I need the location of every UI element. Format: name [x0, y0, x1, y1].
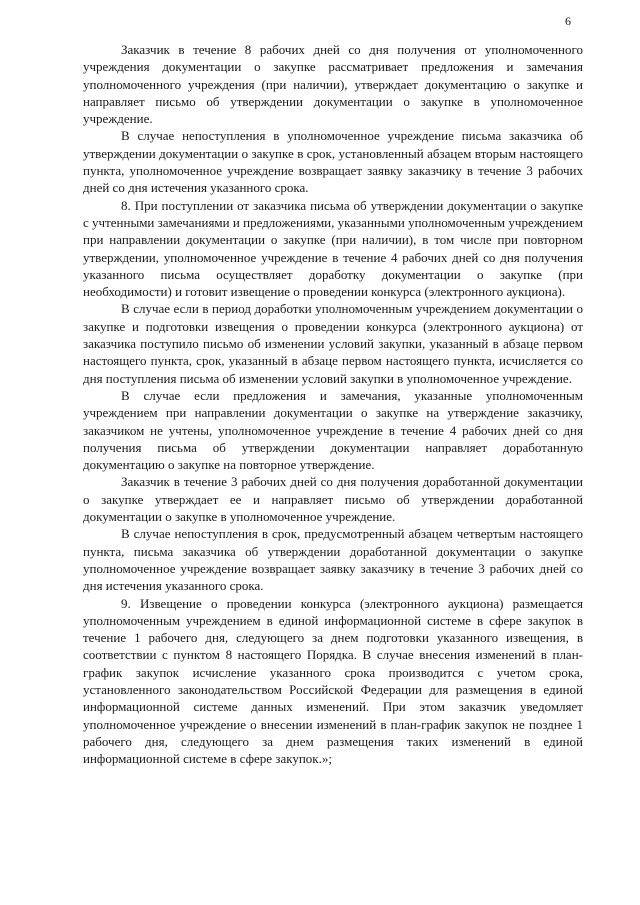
paragraph: В случае непоступления в уполномоченное учреждение письма заказчика об утверждении документации о закупке в срок, установленный абзацем вторым настоящего пункта, уполномоченное учреждение возвращает заявку заказчику в течение 3 рабочих дней со дня истечения указанного срока.	[83, 128, 583, 196]
paragraph: В случае если в период доработки уполномоченным учреждением документации о закупке и подготовки извещения о проведении конкурса (электронного аукциона) от заказчика поступило письмо об изменении условий закупки, указанный в абзаце первом настоящего пункта, срок, указанный в абзаце первом настоящего пункта, исчисляется со дня поступления письма об изменении условий закупки в уполномоченное учреждение.	[83, 301, 583, 386]
paragraph: Заказчик в течение 8 рабочих дней со дня получения от уполномоченного учреждения документации о закупке рассматривает предложения и замечания уполномоченного учреждения (при наличии), утверждает документацию о закупке и направляет письмо об утверждении документации о закупке в уполномоченное учреждение.	[83, 42, 583, 127]
paragraph: В случае если предложения и замечания, указанные уполномоченным учреждением при направлении документации о закупке на утверждение заказчику, заказчиком не учтены, уполномоченное учреждение в течение 4 рабочих дней со дня получения письма об утверждении документации направляет доработанную документацию о закупке на повторное утверждение.	[83, 387, 583, 473]
paragraph: Заказчик в течение 3 рабочих дней со дня получения доработанной документации о закупке утверждает ее и направляет письмо об утверждении доработанной документации о закупке в уполномоченное учреждение.	[83, 474, 583, 525]
page-number: 6	[565, 14, 571, 28]
document-body	[83, 41, 583, 767]
paragraph: В случае непоступления в срок, предусмотренный абзацем четвертым настоящего пункта, письма заказчика об утверждении доработанной документации о закупке уполномоченное учреждение возвращает заявку заказчику в течение 3 рабочих дней со дня истечения указанного срока.	[83, 526, 583, 594]
paragraph: 8. При поступлении от заказчика письма об утверждении документации о закупке с учтенными замечаниями и предложениями, указанными уполномоченным учреждением при направлении документации о закупке (при наличии), в том числе при повторном утверждении, уполномоченное учреждение в течение 4 рабочих дней со дня получения указанного письма осуществляет доработку документации о закупке (при необходимости) и готовит извещение о проведении конкурса (электронного аукциона).	[83, 197, 583, 300]
paragraph: 9. Извещение о проведении конкурса (электронного аукциона) размещается уполномоченным учреждением в единой информационной системе в сфере закупок в течение 1 рабочего дня, следующего за днем подготовки указанного извещения, в соответствии с пунктом 8 настоящего Порядка. В случае внесения изменений в план-график закупок исчисление указанного срока производится с учетом срока, установленного законодательством Российской Федерации для размещения в единой информационной системе данных изменений. При этом заказчик уведомляет уполномоченное учреждение о внесении изменений в план-график закупок не позднее 1 рабочего дня, следующего за днем размещения таких изменений в единой информационной системе в сфере закупок.»;	[83, 595, 583, 767]
